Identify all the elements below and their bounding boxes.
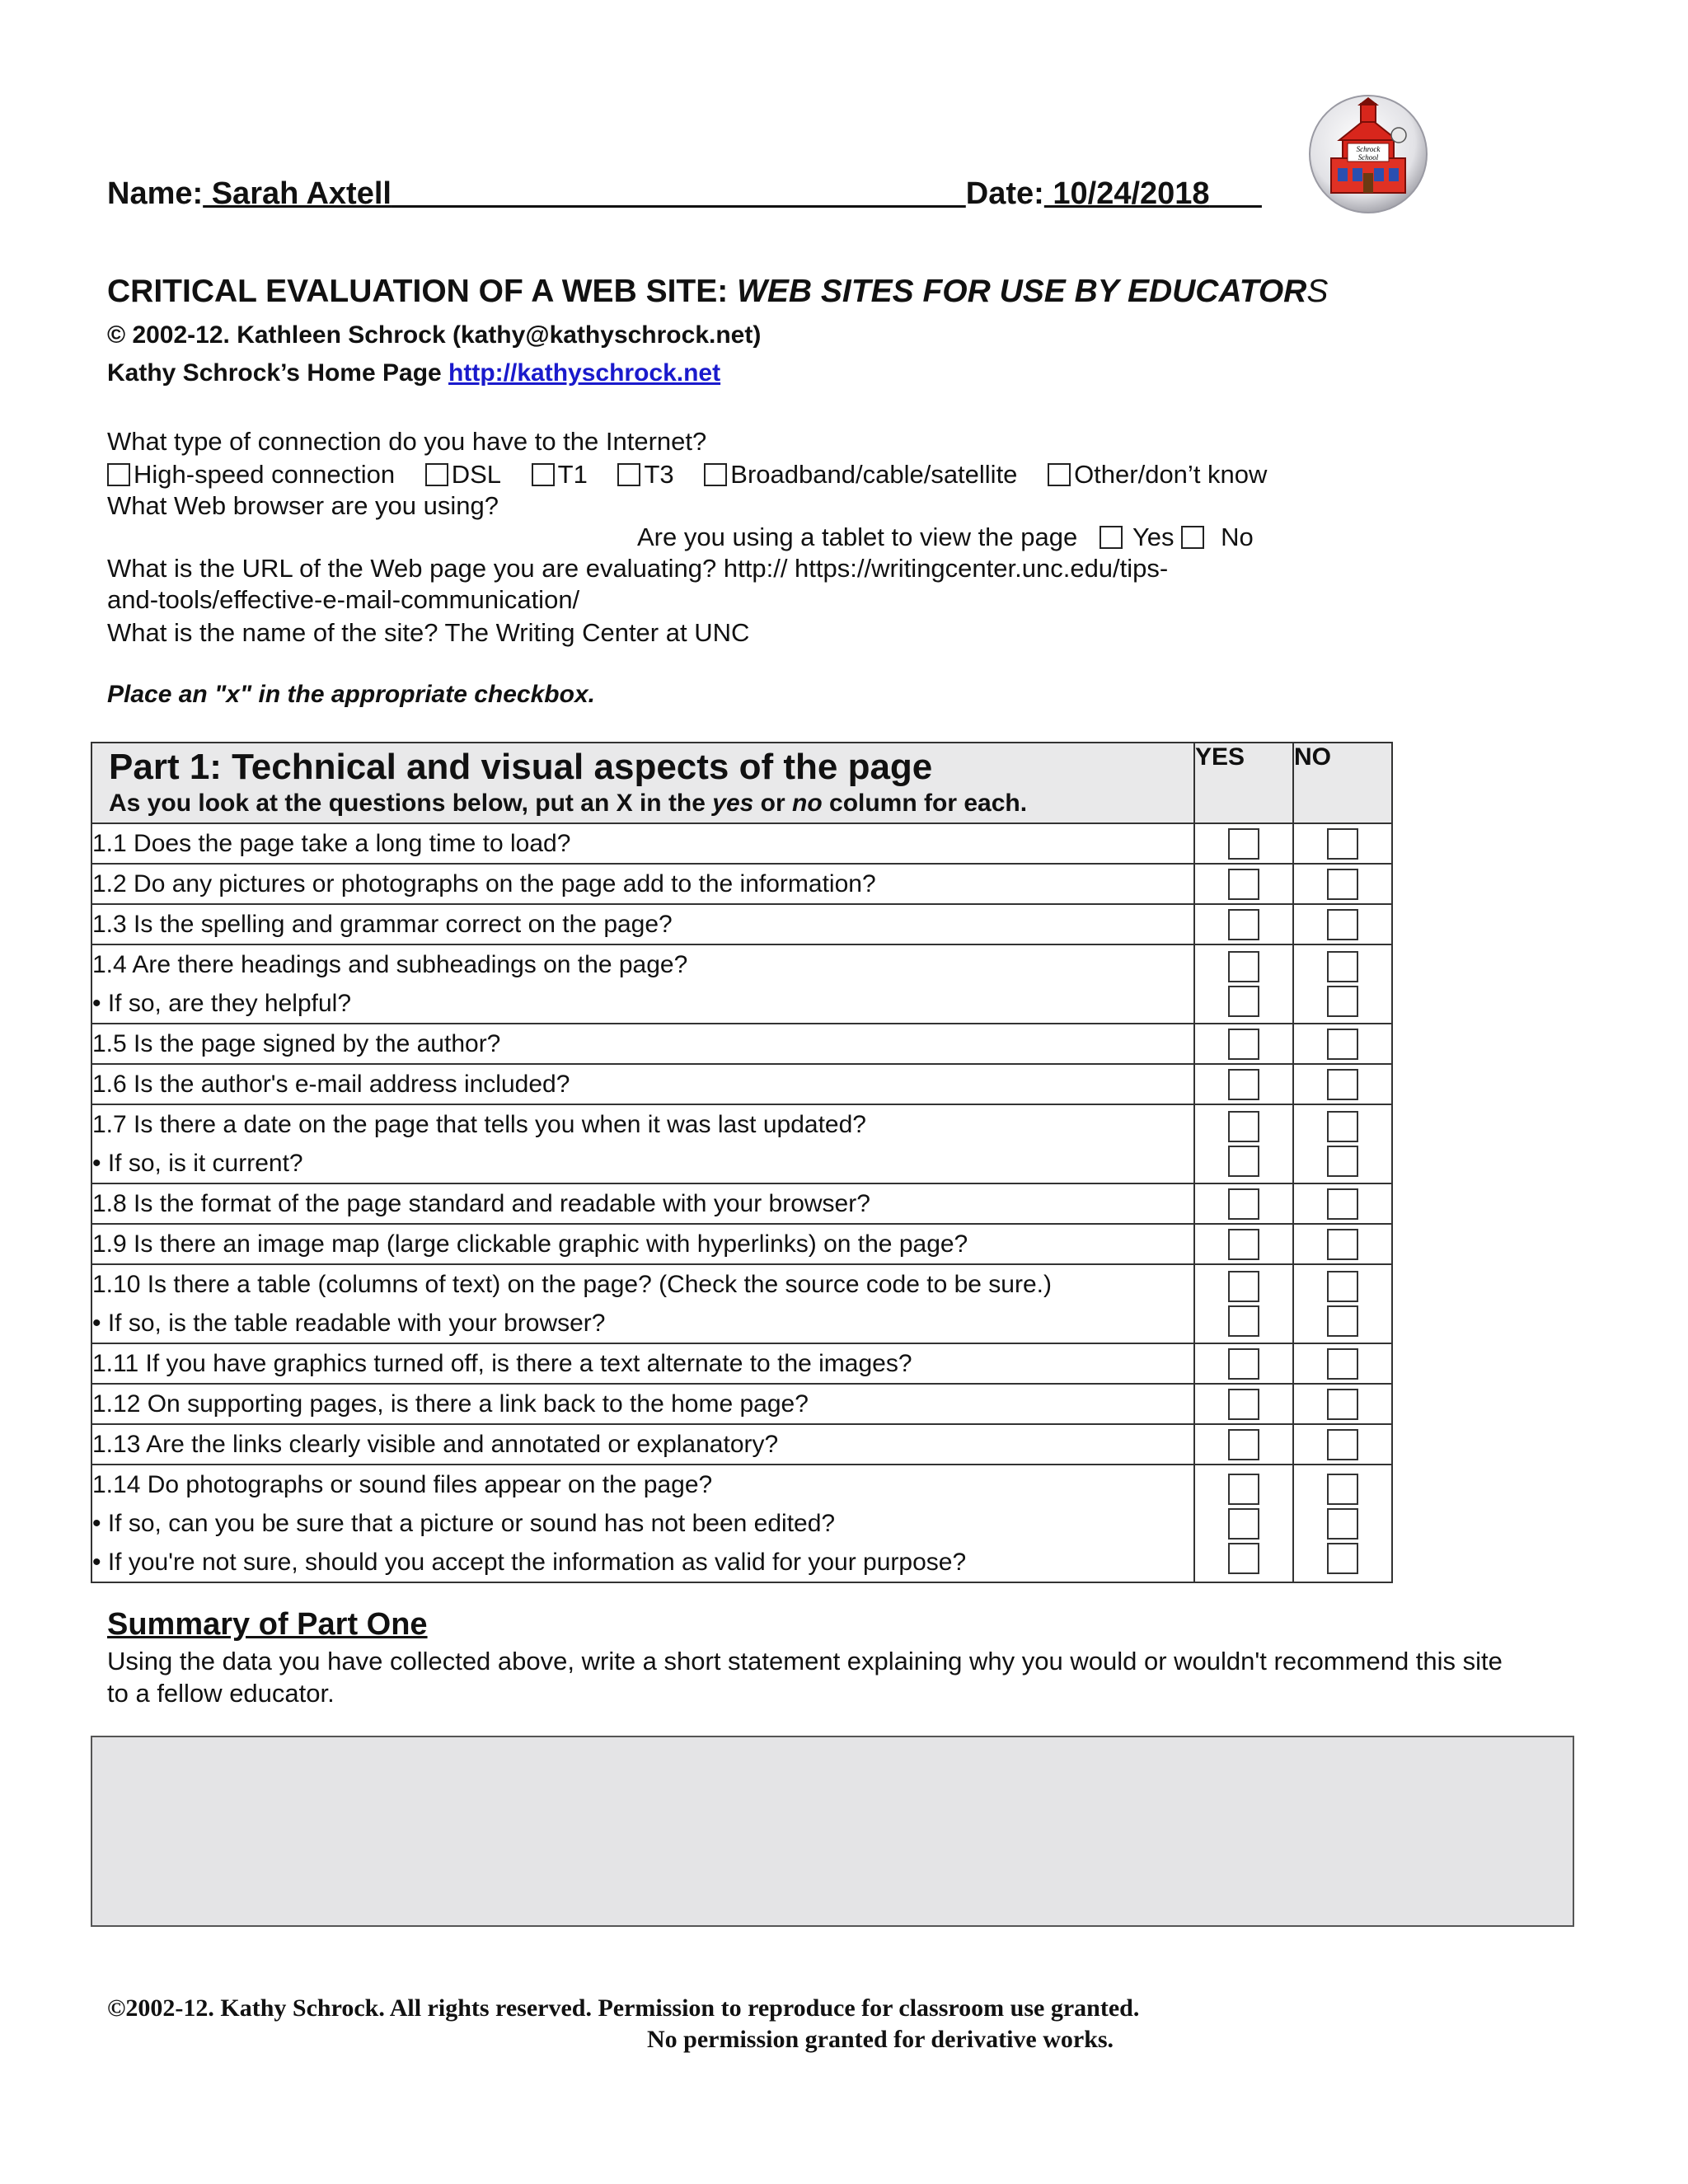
question-text: 1.4 Are there headings and subheadings on the page? <box>92 951 688 978</box>
checkbox[interactable] <box>107 463 130 486</box>
connection-question: What type of connection do you have to the Internet? <box>107 427 707 456</box>
question-cell <box>91 1465 1194 1582</box>
tablet-question: Are you using a tablet to view the page <box>637 523 1078 551</box>
question-text: 1.2 Do any pictures or photographs on the page add to the information? <box>92 870 876 898</box>
url-question-line2: and-tools/effective-e-mail-communication/ <box>107 585 580 614</box>
no-checkbox[interactable] <box>1327 1146 1358 1177</box>
no-checkbox[interactable] <box>1327 986 1358 1017</box>
yes-cell <box>1194 904 1293 944</box>
table-row <box>91 1104 1392 1183</box>
no-cell <box>1293 1384 1392 1424</box>
part-title: Part 1: Technical and visual aspects of the page <box>109 747 933 787</box>
no-cell <box>1293 1064 1392 1104</box>
footer-line-1: ©2002-12. Kathy Schrock. All rights reserved. Permission to reproduce for classroom use granted. <box>107 1994 1140 2022</box>
no-cell <box>1293 944 1392 1024</box>
table-row <box>91 1384 1392 1424</box>
no-checkbox[interactable] <box>1327 1348 1358 1380</box>
question-cell <box>91 1343 1194 1384</box>
tablet-yes-label: Yes <box>1132 523 1175 551</box>
checkbox[interactable] <box>425 463 448 486</box>
no-checkbox[interactable] <box>1327 1305 1358 1337</box>
title-main: CRITICAL EVALUATION OF A WEB SITE: <box>107 274 738 309</box>
home-page-line <box>107 359 720 387</box>
table-row <box>91 1424 1392 1465</box>
no-cell <box>1293 823 1392 864</box>
yes-checkbox[interactable] <box>1228 909 1259 940</box>
name-label: Name: <box>107 176 204 211</box>
question-cell <box>91 1024 1194 1064</box>
option-t3[interactable]: T3 <box>617 460 673 489</box>
checkbox[interactable] <box>704 463 727 486</box>
yes-checkbox[interactable] <box>1228 1543 1259 1574</box>
logo-text-1: Schrock <box>1356 145 1381 153</box>
site-name-question: What is the name of the site? The Writing Center at UNC <box>107 618 750 647</box>
question-cell <box>91 823 1194 864</box>
home-label: Kathy Schrock’s Home Page <box>107 359 449 387</box>
question-text: 1.3 Is the spelling and grammar correct on the page? <box>92 911 673 938</box>
no-checkbox[interactable] <box>1327 909 1358 940</box>
question-text: 1.6 Is the author's e-mail address included? <box>92 1071 570 1098</box>
part-subtitle: As you look at the questions below, put an X in the yes or no column for each. <box>109 790 1028 817</box>
summary-instructions: Using the data you have collected above, write a short statement explaining why you would or wouldn't recommend this site to a fellow educator. <box>107 1647 1503 1708</box>
header-line <box>107 176 1262 212</box>
question-text: 1.10 Is there a table (columns of text) on the page? (Check the source code to be sure.) <box>92 1271 1052 1298</box>
yes-checkbox[interactable] <box>1228 828 1259 860</box>
footer-line-2: No permission granted for derivative works. <box>647 2026 1114 2053</box>
title-tail: S <box>1306 274 1329 309</box>
no-cell <box>1293 1024 1392 1064</box>
sub-question-text: • If so, is it current? <box>92 1150 303 1177</box>
yes-checkbox[interactable] <box>1228 869 1259 900</box>
yes-checkbox[interactable] <box>1228 1474 1259 1505</box>
no-cell <box>1293 1183 1392 1224</box>
sub-question-text: • If you're not sure, should you accept the information as valid for your purpose? <box>92 1549 967 1576</box>
home-link[interactable]: http://kathyschrock.net <box>448 359 721 387</box>
sub-question-text: • If so, can you be sure that a picture or sound has not been edited? <box>92 1510 836 1537</box>
question-text: 1.12 On supporting pages, is there a link back to the home page? <box>92 1390 809 1418</box>
name-blank <box>392 176 966 211</box>
question-cell <box>91 1064 1194 1104</box>
table-row <box>91 1183 1392 1224</box>
no-checkbox[interactable] <box>1327 1543 1358 1574</box>
evaluation-table <box>91 742 1393 1583</box>
yes-checkbox[interactable] <box>1228 1305 1259 1337</box>
question-cell <box>91 864 1194 904</box>
table-header-row <box>91 743 1392 823</box>
no-checkbox[interactable] <box>1327 1389 1358 1420</box>
question-text: 1.14 Do photographs or sound files appear on the page? <box>92 1471 713 1498</box>
option-other[interactable]: Other/don’t know <box>1048 460 1267 489</box>
connection-options <box>107 460 1290 490</box>
no-checkbox[interactable] <box>1327 1029 1358 1060</box>
instruction: Place an "x" in the appropriate checkbox. <box>107 681 595 708</box>
option-dsl[interactable]: DSL <box>425 460 501 489</box>
yes-cell <box>1194 1424 1293 1465</box>
yes-checkbox[interactable] <box>1228 1146 1259 1177</box>
tablet-question-row <box>637 523 1254 552</box>
table-body <box>91 823 1392 1582</box>
date-label: Date: <box>965 176 1044 211</box>
yes-cell <box>1194 1343 1293 1384</box>
yes-checkbox[interactable] <box>1228 951 1259 982</box>
no-cell <box>1293 1343 1392 1384</box>
no-checkbox[interactable] <box>1327 1508 1358 1540</box>
copyright-line: © 2002-12. Kathleen Schrock (kathy@kathyschrock.net) <box>107 321 762 349</box>
question-cell <box>91 1104 1194 1183</box>
summary-text-area[interactable] <box>91 1736 1574 1927</box>
yes-checkbox[interactable] <box>1228 1029 1259 1060</box>
yes-checkbox[interactable] <box>1228 986 1259 1017</box>
question-text: 1.1 Does the page take a long time to load? <box>92 830 571 857</box>
no-checkbox[interactable] <box>1327 869 1358 900</box>
tablet-no-label: No <box>1221 523 1254 551</box>
no-cell <box>1293 864 1392 904</box>
yes-cell <box>1194 823 1293 864</box>
no-column-header: NO <box>1293 743 1392 823</box>
yes-cell <box>1194 1024 1293 1064</box>
yes-checkbox[interactable] <box>1228 1188 1259 1220</box>
question-text: 1.13 Are the links clearly visible and annotated or explanatory? <box>92 1431 779 1458</box>
name-value[interactable]: Sarah Axtell <box>203 176 392 211</box>
no-checkbox[interactable] <box>1327 1429 1358 1460</box>
no-cell <box>1293 1424 1392 1465</box>
question-cell <box>91 1224 1194 1264</box>
no-checkbox[interactable] <box>1327 1111 1358 1142</box>
yes-checkbox[interactable] <box>1228 1429 1259 1460</box>
yes-checkbox[interactable] <box>1228 1069 1259 1100</box>
yes-cell <box>1194 944 1293 1024</box>
question-cell <box>91 1384 1194 1424</box>
yes-checkbox[interactable] <box>1228 1389 1259 1420</box>
option-broadband[interactable]: Broadband/cable/satellite <box>704 460 1017 489</box>
no-cell <box>1293 1104 1392 1183</box>
no-checkbox[interactable] <box>1327 1474 1358 1505</box>
no-cell <box>1293 904 1392 944</box>
no-checkbox[interactable] <box>1327 828 1358 860</box>
table-row <box>91 1343 1392 1384</box>
no-cell <box>1293 1465 1392 1582</box>
option-t1[interactable]: T1 <box>532 460 588 489</box>
checkbox[interactable] <box>532 463 555 486</box>
table-row <box>91 1224 1392 1264</box>
no-cell <box>1293 1224 1392 1264</box>
checkbox[interactable] <box>1048 463 1071 486</box>
sub-question-text: • If so, is the table readable with your browser? <box>92 1310 606 1337</box>
date-value[interactable]: 10/24/2018 <box>1043 176 1210 211</box>
question-cell <box>91 1183 1194 1224</box>
yes-cell <box>1194 1264 1293 1343</box>
question-text: 1.7 Is there a date on the page that tells you when it was last updated? <box>92 1111 866 1138</box>
question-cell <box>91 1424 1194 1465</box>
table-row <box>91 1465 1392 1582</box>
table-row <box>91 904 1392 944</box>
yes-checkbox[interactable] <box>1228 1111 1259 1142</box>
browser-question: What Web browser are you using? <box>107 491 499 520</box>
yes-checkbox[interactable] <box>1228 1271 1259 1302</box>
question-text: 1.11 If you have graphics turned off, is there a text alternate to the images? <box>92 1350 912 1377</box>
title-italic: WEB SITES FOR USE BY EDUCATOR <box>737 274 1307 309</box>
table-row <box>91 1264 1392 1343</box>
no-checkbox[interactable] <box>1327 1188 1358 1220</box>
yes-checkbox[interactable] <box>1228 1348 1259 1380</box>
table-row <box>91 823 1392 864</box>
tablet-yes-checkbox[interactable] <box>1100 526 1123 549</box>
logo-text-2: School <box>1357 153 1379 162</box>
table-row <box>91 944 1392 1024</box>
schrock-school-logo <box>1306 92 1430 216</box>
page-title <box>107 274 1328 310</box>
yes-cell <box>1194 864 1293 904</box>
yes-cell <box>1194 1064 1293 1104</box>
no-checkbox[interactable] <box>1327 1229 1358 1260</box>
date-blank <box>1210 176 1262 211</box>
yes-column-header: YES <box>1194 743 1293 823</box>
option-high-speed[interactable]: High-speed connection <box>107 460 395 489</box>
table-row <box>91 1024 1392 1064</box>
no-checkbox[interactable] <box>1327 1271 1358 1302</box>
yes-checkbox[interactable] <box>1228 1229 1259 1260</box>
summary-heading: Summary of Part One <box>107 1607 428 1642</box>
yes-cell <box>1194 1183 1293 1224</box>
question-text: 1.9 Is there an image map (large clickable graphic with hyperlinks) on the page? <box>92 1230 968 1258</box>
yes-cell <box>1194 1465 1293 1582</box>
question-cell <box>91 1264 1194 1343</box>
sub-question-text: • If so, are they helpful? <box>92 990 352 1017</box>
no-checkbox[interactable] <box>1327 951 1358 982</box>
table-header-cell <box>91 743 1194 823</box>
table-row <box>91 1064 1392 1104</box>
question-cell <box>91 944 1194 1024</box>
url-question-line1: What is the URL of the Web page you are evaluating? http:// https://writingcenter.unc.edu/tips- <box>107 554 1169 583</box>
yes-checkbox[interactable] <box>1228 1508 1259 1540</box>
question-text: 1.8 Is the format of the page standard and readable with your browser? <box>92 1190 870 1217</box>
yes-cell <box>1194 1104 1293 1183</box>
no-cell <box>1293 1264 1392 1343</box>
no-checkbox[interactable] <box>1327 1069 1358 1100</box>
tablet-no-checkbox[interactable] <box>1181 526 1204 549</box>
checkbox[interactable] <box>617 463 640 486</box>
question-cell <box>91 904 1194 944</box>
question-text: 1.5 Is the page signed by the author? <box>92 1030 501 1057</box>
yes-cell <box>1194 1384 1293 1424</box>
yes-cell <box>1194 1224 1293 1264</box>
table-row <box>91 864 1392 904</box>
